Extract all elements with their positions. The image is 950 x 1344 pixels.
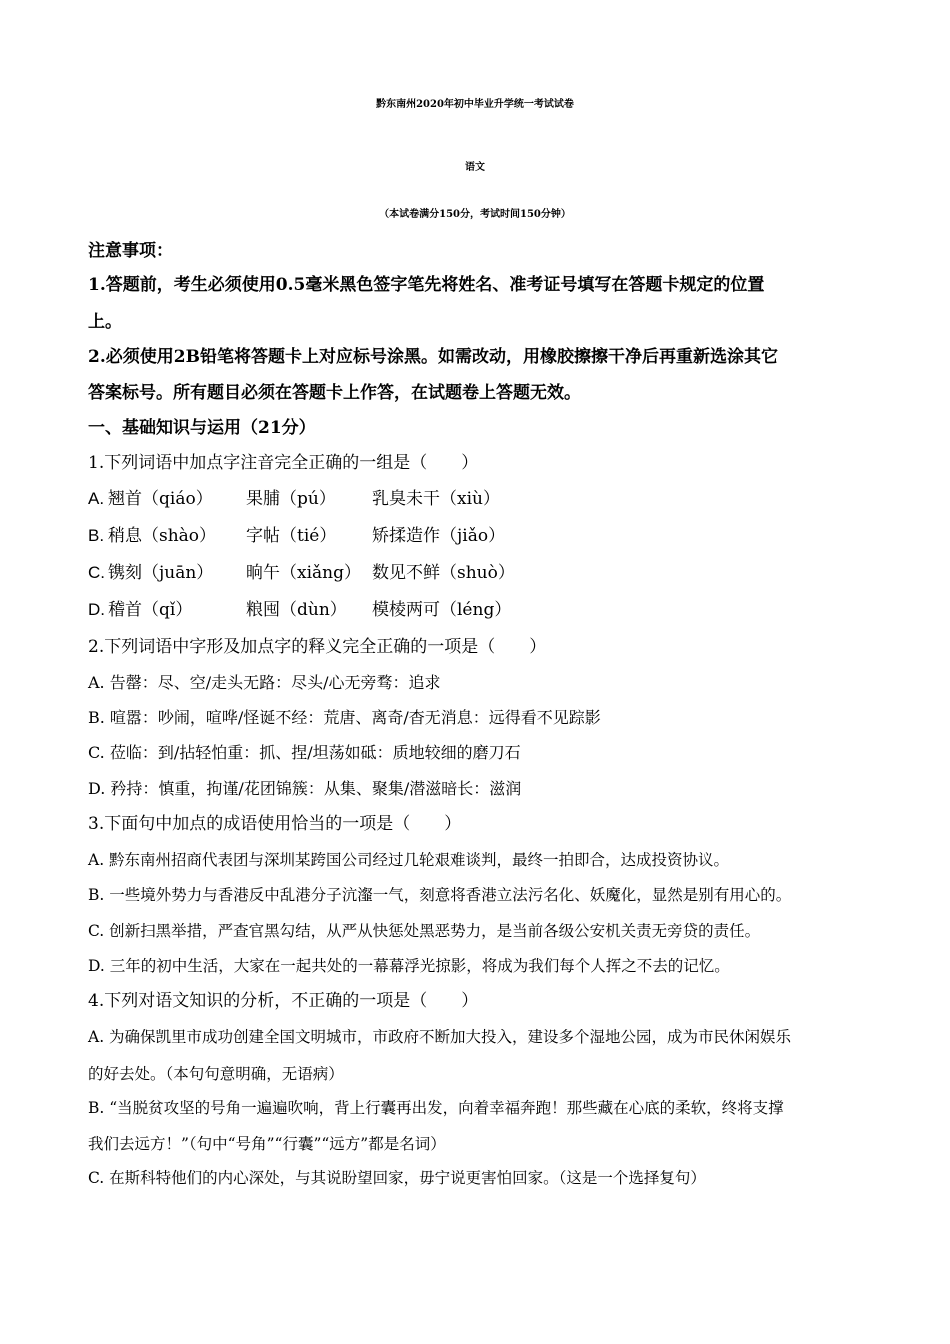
q1-option-c (88, 562, 515, 584)
q1-stem: 1.下列词语中加点字注音完全正确的一组是（ ） (88, 453, 479, 473)
option-label: C. (88, 563, 105, 582)
q2-option-c: C. 莅临：到/拈轻怕重：抓、捏/坦荡如砥：质地较细的磨刀石 (88, 743, 521, 762)
score-note: （本试卷满分150分，考试时间150分钟） (379, 209, 571, 220)
q4-stem: 4.下列对语文知识的分析，不正确的一项是（ ） (88, 991, 479, 1011)
q4-option-a-line-2: 的好去处。（本句句意明确，无语病） (88, 1065, 344, 1083)
q1-d-word-2: 粮囤（dùn） (246, 600, 347, 620)
q1-c-word-1: 镌刻（juān） (108, 563, 214, 583)
q3-option-d: D. 三年的初中生活，大家在一起共处的一幕幕浮光掠影，将成为我们每个人挥之不去的记忆。 (88, 957, 730, 975)
q1-d-word-3: 模棱两可（léng） (372, 600, 512, 620)
option-label: B. (88, 526, 105, 545)
q3-stem: 3.下面句中加点的成语使用恰当的一项是（ ） (88, 814, 462, 834)
q2-option-a: A. 告罄：尽、空/走头无路：尽头/心无旁骛：追求 (88, 673, 441, 692)
q1-a-word-3: 乳臭未干（xiù） (372, 489, 500, 509)
q1-option-b (88, 525, 505, 547)
q1-c-word-3: 数见不鲜（shuò） (372, 563, 515, 583)
q2-stem: 2.下列词语中字形及加点字的释义完全正确的一项是（ ） (88, 637, 547, 657)
instruction-2-line-1: 2.必须使用2B铅笔将答题卡上对应标号涂黑。如需改动，用橡胶擦擦干净后再重新选涂其它 (88, 347, 778, 367)
instruction-1-line-2: 上。 (88, 312, 122, 332)
q1-option-a (88, 488, 500, 510)
q4-option-a-line-1: A. 为确保凯里市成功创建全国文明城市，市政府不断加大投入，建设多个湿地公园，成为市民休闲娱乐 (88, 1028, 792, 1046)
q2-option-b: B. 喧嚣：吵闹，喧哗/怪诞不经：荒唐、离奇/杳无消息：远得看不见踪影 (88, 708, 601, 727)
q4-option-b-line-2: 我们去远方！”（句中“号角”“行囊”“远方”都是名词） (88, 1135, 446, 1153)
q3-option-a: A. 黔东南州招商代表团与深圳某跨国公司经过几轮艰难谈判，最终一拍即合，达成投资协议。 (88, 851, 730, 869)
instruction-2-line-2: 答案标号。所有题目必须在答题卡上作答，在试题卷上答题无效。 (88, 383, 581, 403)
q2-option-d: D. 矜持：慎重，拘谨/花团锦簇：从集、聚集/潜滋暗长：滋润 (88, 779, 522, 798)
q1-a-word-2: 果脯（pú） (246, 489, 336, 509)
q1-a-word-1: 翘首（qiáo） (108, 489, 213, 509)
q1-b-word-1: 稍息（shào） (108, 526, 217, 546)
section-1-heading: 一、基础知识与运用（21分） (88, 418, 316, 438)
subject-title: 语文 (465, 162, 485, 173)
q3-option-c: C. 创新扫黑举措，严查官黑勾结，从严从快惩处黑恶势力，是当前各级公安机关责无旁贷的责任。 (88, 922, 761, 940)
instruction-1-line-1: 1.答题前，考生必须使用0.5毫米黑色签字笔先将姓名、准考证号填写在答题卡规定的位置 (88, 275, 765, 295)
option-label: D. (88, 600, 105, 619)
q3-option-b: B. 一些境外势力与香港反中乱港分子沆瀣一气，刻意将香港立法污名化、妖魔化，显然是别有用心的。 (88, 886, 792, 904)
q1-d-word-1: 稽首（qǐ） (108, 600, 193, 620)
exam-title: 黔东南州2020年初中毕业升学统一考试试卷 (376, 99, 574, 110)
q1-option-d (88, 599, 511, 621)
q1-b-word-2: 字帖（tié） (246, 526, 337, 546)
q4-option-c-line-1: C. 在斯科特他们的内心深处，与其说盼望回家，毋宁说更害怕回家。（这是一个选择复句） (88, 1169, 706, 1187)
instructions-heading: 注意事项： (88, 241, 173, 261)
q4-option-b-line-1: B. “当脱贫攻坚的号角一遍遍吹响，背上行囊再出发，向着幸福奔跑！那些藏在心底的柔软，终将支撑 (88, 1099, 784, 1117)
q1-b-word-3: 矫揉造作（jiǎo） (372, 526, 506, 546)
option-label: A. (88, 489, 105, 508)
q1-c-word-2: 晌午（xiǎng） (246, 563, 361, 583)
